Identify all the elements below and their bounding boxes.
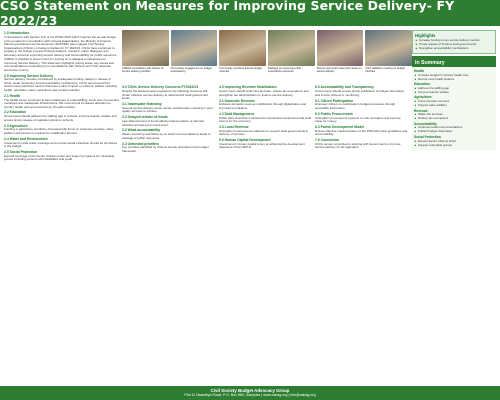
footer	[0, 386, 500, 400]
section-heading: 2.2 Education	[4, 110, 27, 115]
event-photo	[317, 30, 364, 66]
section-text: Late disbursement of funds affects implementation of planned activities at local government level.	[122, 119, 204, 127]
section-heading: 3.4 Unfunded priorities	[122, 141, 159, 146]
highlight-item: ■ Increase funding to key service delivery sectors	[419, 39, 493, 42]
section-heading: 6.3 Parish Development Model	[315, 124, 364, 129]
section-heading: 4.3 Local Revenue	[219, 124, 249, 129]
section-heading: 7.0 Conclusion	[315, 138, 340, 143]
section-heading: 5.0 Human Capital Development	[219, 138, 271, 143]
section-text: Government should widen the tax base, reduce tax exemptions and strengthen tax administration to finance service delivery.	[219, 89, 309, 97]
section-heading: 3.0 CSOs Service Delivery Concerns FY2022/23	[122, 85, 199, 90]
highlights-title: Highlights	[415, 33, 436, 38]
summary-item: ■ Fund extension services	[418, 100, 494, 103]
section-heading: 2.5 Social Protection	[4, 150, 38, 155]
summary-title: In Summary	[412, 59, 496, 67]
section-text: Several service delivery areas remain underfunded, resulting in poor quality services to citizens.	[122, 105, 213, 114]
section-text: Service delivery remains constrained by inadequate funding, delays in release of funds, weak monitoring and accountability mechanisms. CSOs recommend that Government prioritizes sectors that have a direct impact on citizens' welfare including health, education, water, agriculture and social protection.	[4, 77, 117, 92]
summary-item: ■ Support value addition	[418, 104, 494, 107]
summary-item: ■ Increase budget for primary health care	[418, 74, 494, 77]
section-text: CSBAG is thankful to Government for inviting us to dialogue on Measures for Improving Service Delivery. This statement highlights priority areas, key issues and recommendations emanating from consultations with citizens and CSO networks across the country.	[4, 57, 114, 72]
column-revenue	[219, 84, 312, 382]
summary-item: ■ Implement audit recommendations	[418, 126, 494, 129]
footer-org: Civil Society Budget Advocacy Group	[210, 387, 290, 393]
summary-item: ■ Publish budget information	[418, 130, 494, 133]
section-text: Investment in safe water coverage and environmental protection should be prioritized in the budget.	[4, 140, 117, 149]
column-introduction	[4, 30, 119, 382]
photo-captions	[122, 67, 412, 73]
section-text: Despite the achievements registered, the following concerns still hinder effective service delivery at national and local government levels.	[122, 89, 208, 101]
summary-item: ■ Expand Senior Citizens Grant	[418, 140, 494, 143]
section-heading: 3.3 Weak accountability	[122, 128, 161, 133]
summary-group-heading: Health	[414, 69, 425, 73]
section-text: Government should address the staffing gap in schools, improve teacher welfare and ensure timely release of capitation grants to schools.	[4, 114, 117, 122]
footer-contact: Plot 11 Nsambya Road, P.O. Box 660, Kampala | www.csbag.org | info@csbag.org	[184, 393, 316, 397]
summary-item: ■ Reduce tax exemptions	[418, 117, 494, 120]
section-text: Funding to agriculture should be increased with focus on extension services, value addition and access to markets for smallholder farmers.	[4, 127, 114, 135]
photo-caption: CSO validation meeting on budget priorities	[365, 67, 405, 73]
highlight-item: ■ Timely release of funds to local governments	[419, 43, 493, 46]
section-text: Investment in human capital is key to achieving the development objectives of the NDP III.	[219, 141, 305, 150]
summary-item: ■ Widen the tax base	[418, 113, 494, 116]
section-text: Public debt should be contracted for productive investments that yield returns for the economy.	[219, 115, 312, 124]
section-heading: 1.0 Introduction	[4, 31, 30, 36]
event-photo	[122, 30, 169, 66]
section-text: Weak monitoring and follow up on audit recommendations leads to wastage of public resources.	[122, 132, 211, 140]
summary-group-heading: Agriculture	[414, 95, 432, 100]
section-heading: 4.0 Improving Revenue Mobilization	[219, 85, 277, 90]
photo-caption: Women and youth share their views on service delivery	[316, 67, 362, 73]
section-text: Key priorities identified by citizens remain unfunded in the budget framework.	[122, 145, 209, 153]
section-text: Expand coverage of the Senior Citizens Grant and support programs for vulnerable groups including persons with disabilities and youth.	[4, 153, 115, 162]
photo-caption: Dialogue on improving public expenditure outcomes	[268, 67, 302, 73]
column-concerns	[122, 84, 215, 382]
column-summary	[412, 30, 496, 382]
section-heading: 6.2 Public Procurement	[315, 111, 353, 116]
photo-caption: Civil society engagement on budget transparency	[170, 67, 212, 73]
section-text: Strengthen local revenue collection to support local governments in delivery of services.	[219, 128, 309, 137]
section-heading: 6.1 Citizen Participation	[315, 98, 354, 103]
summary-item: ■ Improve teacher welfare	[418, 91, 494, 94]
summary-item: ■ Support vulnerable groups	[418, 144, 494, 147]
section-heading: 2.1 Health	[4, 93, 21, 98]
event-photo	[219, 30, 266, 66]
photo-caption: CSBAG consultation with citizens on service delivery priorities	[122, 67, 164, 73]
section-heading: 3.2 Delayed release of funds	[122, 115, 168, 120]
summary-box	[412, 56, 496, 150]
section-text: The health sector continues to face challenges of understaffing, stock outs of essential medicines and inadequate infrastructure. We recommend increased allocation to primary health care and recruitment of health workers.	[4, 97, 119, 109]
section-heading: 4.1 Domestic Revenue	[219, 98, 255, 103]
summary-item: ■ Recruit more health workers	[418, 78, 494, 81]
summary-group-heading: Revenue	[414, 108, 428, 113]
section-text: Empower citizens to participate in budget processes through accessible information.	[315, 102, 396, 110]
summary-group-heading: Education	[414, 82, 430, 87]
section-heading: 6.0 Accountability and Transparency	[315, 85, 374, 90]
section-text: CSOs remain committed to working with Government to improve service delivery for all Ugandans.	[315, 141, 401, 150]
event-photo	[365, 30, 412, 66]
section-text: In accordance with Section 7(2) of the PFMA 2015 which requires the annual budget to be prepared in consultation with relevant stakeholders, the Ministry of Finance, Planning and Economic Development (MoFPED) has engaged Civil Society Organisations (CSOs) on budget priorities for FY 2022/23. CSOs have continued to engage in the budget process through analysis, research, policy dialogues and advocacy aimed at improving service delivery and accountability for public resources.	[4, 35, 118, 57]
photo-strip	[122, 30, 412, 66]
event-photo	[171, 30, 218, 66]
section-text: Enhance domestic revenue mobilization through digitalization and improved compliance.	[219, 102, 307, 110]
photo-caption: Community members discuss budget priorities	[219, 67, 263, 73]
section-text: Government should ensure timely publication of budget information and involve citizens in monitoring.	[315, 89, 405, 97]
summary-group-heading: Social Protection	[414, 134, 441, 139]
section-heading: 2.4 Water and Environment	[4, 136, 48, 141]
page-title: CSO Statement on Measures for Improving Service Delivery- FY 2022/23	[0, 0, 500, 26]
summary-item: ■ Address the staffing gap	[418, 87, 494, 90]
event-photo	[268, 30, 315, 66]
section-text: Ensure effective implementation of the PDM with clear guidelines and accountability.	[315, 128, 408, 137]
highlights-box	[412, 30, 496, 54]
summary-group-heading: Accountability	[414, 121, 437, 126]
section-text: Strengthen procurement systems to curb corruption and improve value for money.	[315, 115, 401, 124]
column-accountability	[315, 84, 408, 382]
section-heading: 2.0 Improving Service Delivery	[4, 73, 54, 78]
section-heading: 4.2 Debt Management	[219, 111, 254, 116]
highlight-item: ■ Strengthen accountability mechanisms	[419, 47, 493, 50]
section-heading: 3.1 Inadequate financing	[122, 102, 162, 107]
section-heading: 2.3 Agriculture	[4, 123, 28, 128]
